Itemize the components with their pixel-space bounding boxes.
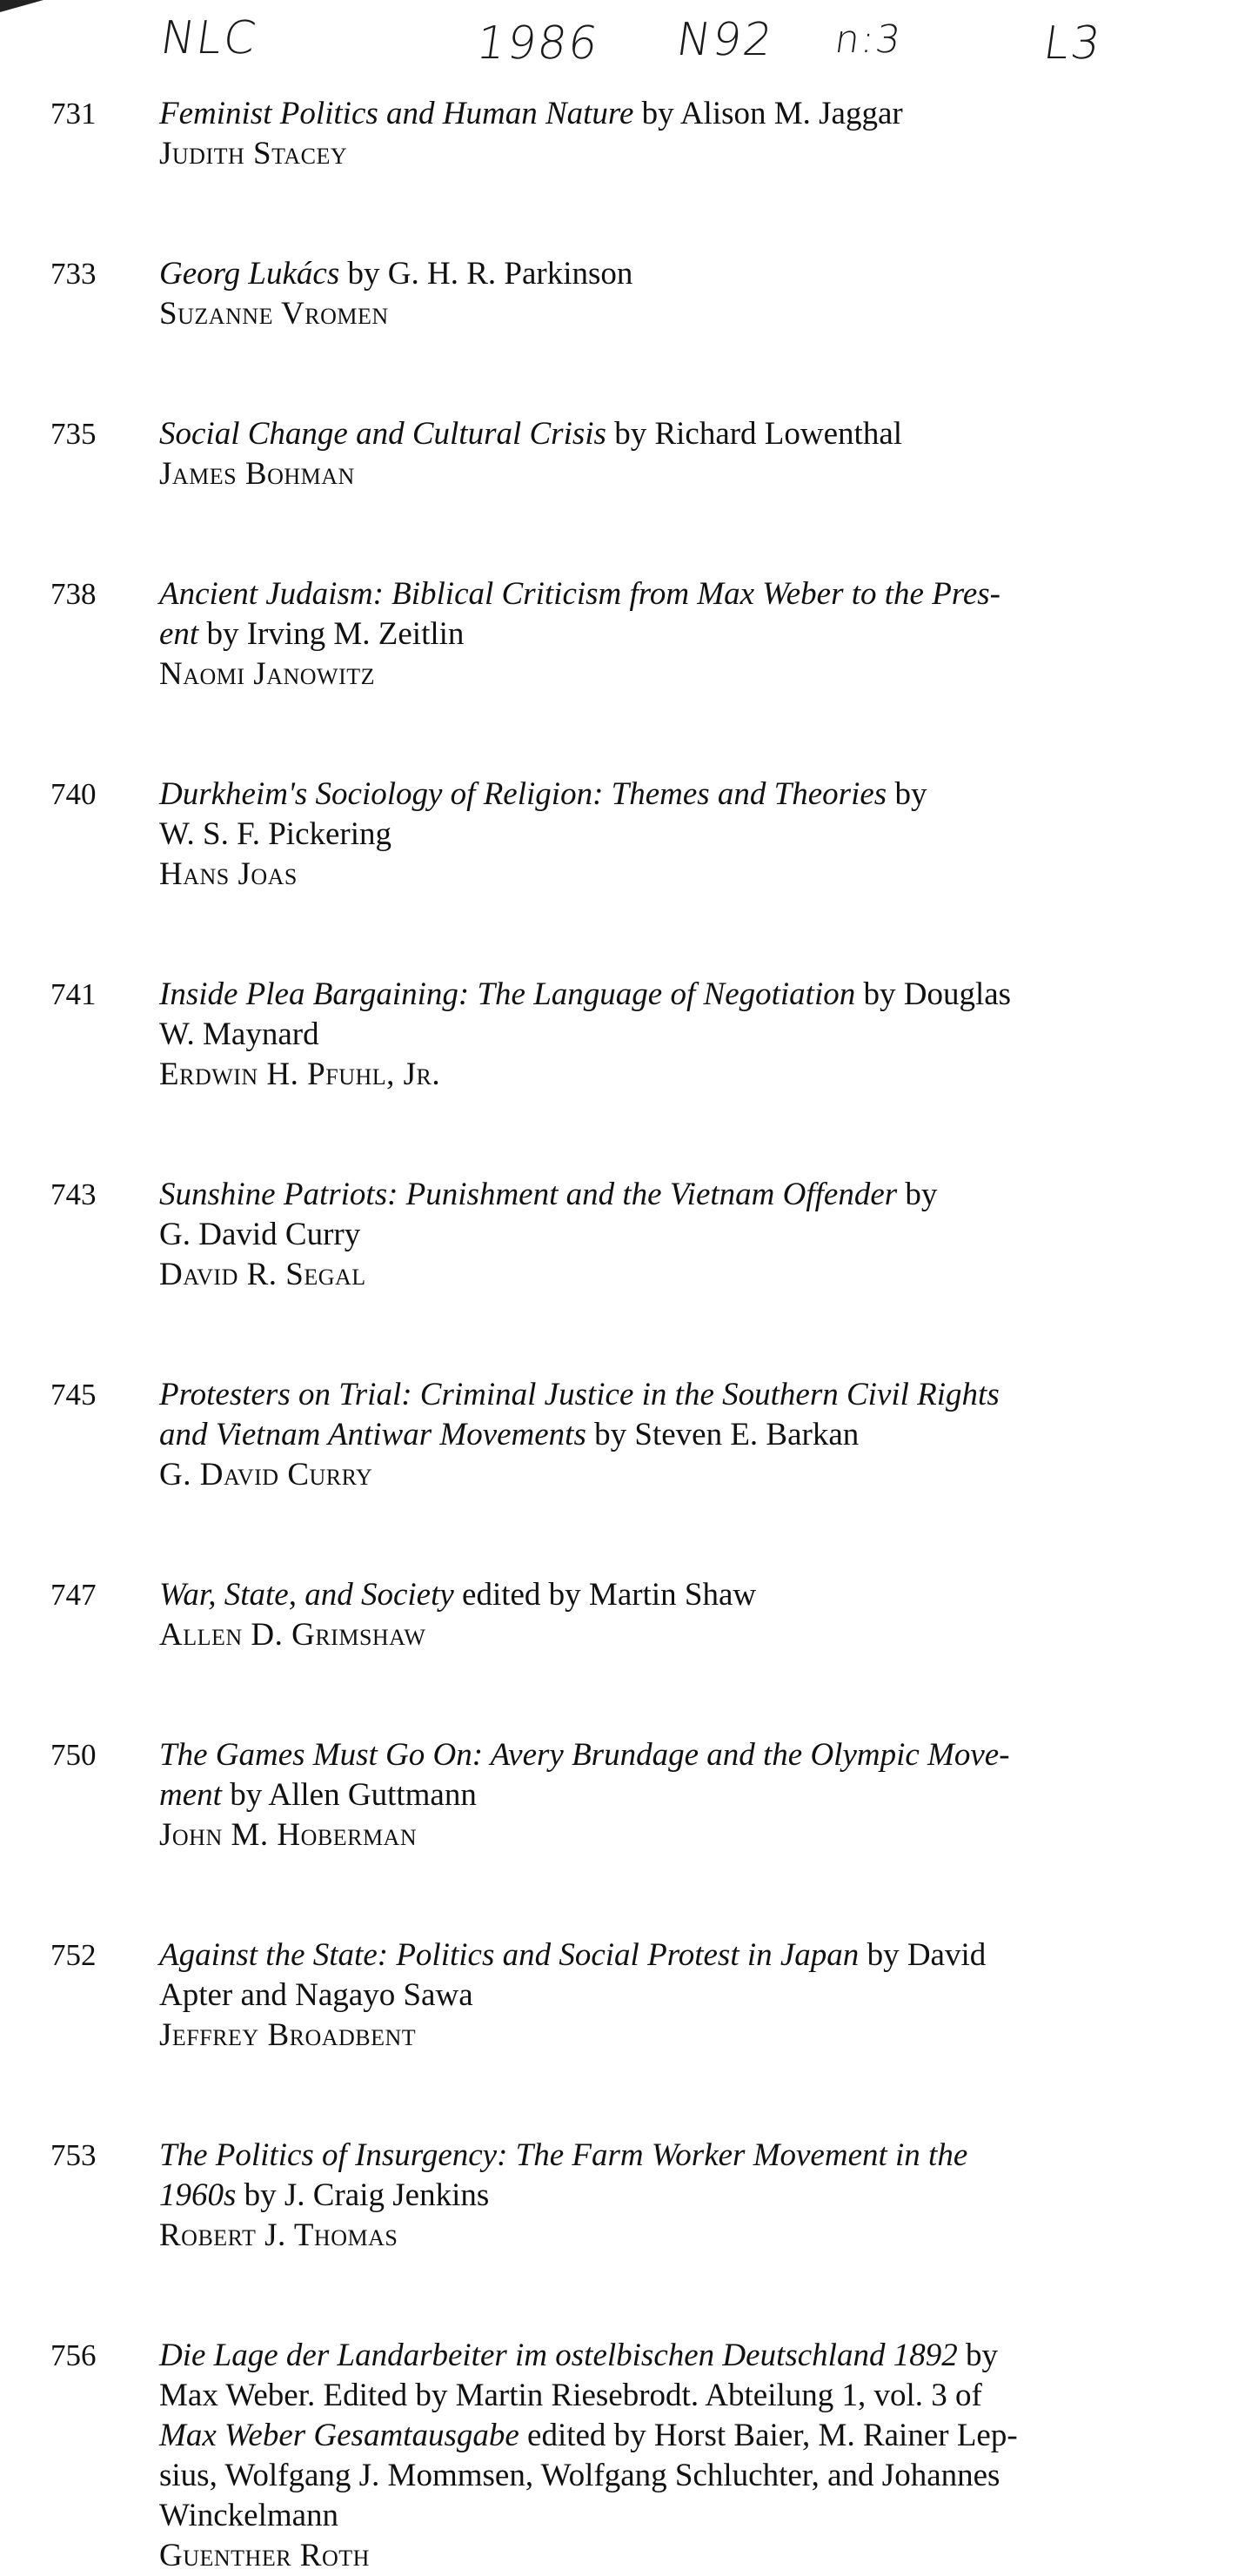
- book-citation-line: [159, 2416, 1208, 2456]
- entry-spacer: [50, 2056, 1208, 2136]
- page-number: 753: [50, 2138, 97, 2172]
- book-citation-line: [159, 1215, 1208, 1255]
- book-title-text: Protesters on Trial: Criminal Justice in the Southern Civil Rights: [159, 1377, 1000, 1412]
- reviewer-name: G. David Curry: [159, 1457, 373, 1493]
- review-entry: [50, 414, 1208, 494]
- citation-text: by Irving M. Zeitlin: [198, 616, 465, 652]
- book-citation-line: [159, 1015, 1208, 1055]
- page-number: 735: [50, 417, 97, 451]
- book-citation-line: [159, 414, 1208, 454]
- review-entry: [50, 94, 1208, 174]
- page-number: 738: [50, 577, 97, 611]
- review-entry: [50, 2136, 1208, 2256]
- handwritten-word: 1986: [472, 17, 603, 70]
- book-citation-line: [159, 1175, 1208, 1215]
- reviewer-name: David R. Segal: [159, 1257, 366, 1292]
- citation-text: by: [957, 2338, 998, 2373]
- citation-text: by: [897, 1177, 938, 1212]
- page-number: 743: [50, 1177, 97, 1211]
- book-citation-line: [159, 1375, 1208, 1415]
- book-citation-line: [159, 2176, 1208, 2216]
- reviewer-name: Hans Joas: [159, 856, 298, 892]
- page-number: 752: [50, 1938, 97, 1972]
- entry-body: [159, 94, 1208, 174]
- review-entry: [50, 1575, 1208, 1655]
- book-citation-line: [159, 2496, 1208, 2536]
- book-citation-line: [159, 1976, 1208, 2016]
- reviewer-name: Guenther Roth: [159, 2538, 370, 2573]
- handwritten-note: [0, 12, 1258, 91]
- review-entry: [50, 1175, 1208, 1295]
- book-title-text: ment: [159, 1777, 222, 1813]
- book-citation-line: [159, 574, 1208, 614]
- entry-body: [159, 1935, 1208, 2056]
- book-title-text: Sunshine Patriots: Punishment and the Vietnam Offender: [159, 1177, 898, 1212]
- entry-body: [159, 2136, 1208, 2256]
- entry-body: [159, 414, 1208, 494]
- book-citation-line: [159, 614, 1208, 654]
- entry-spacer: [50, 1855, 1208, 1935]
- citation-text: sius, Wolfgang J. Mommsen, Wolfgang Schluchter, and Johannes: [159, 2458, 1000, 2493]
- page-number: 747: [50, 1578, 97, 1612]
- book-citation-line: [159, 94, 1208, 134]
- citation-text: by Allen Guttmann: [221, 1777, 477, 1813]
- reviewer-name: Suzanne Vromen: [159, 296, 389, 332]
- entry-spacer: [50, 1495, 1208, 1575]
- book-title-text: Ancient Judaism: Biblical Criticism from Max Weber to the Pres-: [159, 576, 1000, 612]
- page-number: 731: [50, 97, 97, 131]
- entry-spacer: [50, 174, 1208, 254]
- book-citation-line: [159, 1575, 1208, 1615]
- reviewer-name: John M. Hoberman: [159, 1817, 418, 1853]
- book-citation-line: [159, 2336, 1208, 2376]
- book-title-text: Die Lage der Landarbeiter im ostelbischen Deutschland 1892: [159, 2338, 958, 2373]
- book-title-text: The Games Must Go On: Avery Brundage and the Olympic Move-: [159, 1737, 1010, 1773]
- entry-spacer: [50, 1295, 1208, 1375]
- review-entry: [50, 1935, 1208, 2056]
- citation-text: by David: [859, 1937, 987, 1973]
- review-list: [50, 94, 1208, 2576]
- book-citation-line: [159, 1735, 1208, 1775]
- book-title-text: Feminist Politics and Human Nature: [159, 96, 634, 131]
- entry-spacer: [50, 494, 1208, 574]
- entry-spacer: [50, 1095, 1208, 1175]
- book-title-text: and Vietnam Antiwar Movements: [159, 1417, 586, 1452]
- review-entry: [50, 1735, 1208, 1855]
- citation-text: by Douglas: [855, 976, 1012, 1012]
- book-title-text: 1960s: [159, 2177, 237, 2213]
- entry-body: [159, 775, 1208, 895]
- citation-text: by G. H. R. Parkinson: [339, 256, 633, 292]
- page-number: 733: [50, 257, 97, 291]
- page-number: 756: [50, 2338, 97, 2372]
- citation-text: Max Weber. Edited by Martin Riesebrodt. Abteilung 1, vol. 3 of: [159, 2378, 982, 2413]
- entry-body: [159, 1735, 1208, 1855]
- book-title-text: Against the State: Politics and Social Protest in Japan: [159, 1937, 860, 1973]
- review-entry: [50, 775, 1208, 895]
- citation-text: by Alison M. Jaggar: [633, 96, 903, 131]
- citation-text: G. David Curry: [159, 1217, 361, 1252]
- book-title-text: Social Change and Cultural Crisis: [159, 416, 606, 452]
- page-number: 740: [50, 777, 97, 811]
- citation-text: Apter and Nagayo Sawa: [159, 1977, 473, 2013]
- book-citation-line: [159, 2456, 1208, 2496]
- review-entry: [50, 1375, 1208, 1495]
- book-citation-line: [159, 2136, 1208, 2176]
- reviewer-name: Erdwin H. Pfuhl, Jr.: [159, 1057, 441, 1092]
- entry-spacer: [50, 334, 1208, 414]
- handwritten-word: n:3: [832, 17, 906, 62]
- page-number: 750: [50, 1738, 97, 1772]
- book-citation-line: [159, 2376, 1208, 2416]
- review-entry: [50, 574, 1208, 694]
- book-citation-line: [159, 1935, 1208, 1976]
- page-number: 741: [50, 977, 97, 1011]
- entry-body: [159, 1175, 1208, 1295]
- reviewer-name: Judith Stacey: [159, 136, 348, 171]
- book-title-text: War, State, and Society: [159, 1577, 454, 1613]
- entry-spacer: [50, 2256, 1208, 2336]
- book-citation-line: [159, 1775, 1208, 1815]
- entry-body: [159, 1575, 1208, 1655]
- handwritten-word: L3: [1040, 17, 1106, 70]
- corner-scan-mark: [0, 0, 43, 12]
- citation-text: by: [887, 776, 927, 812]
- reviewer-name: Jeffrey Broadbent: [159, 2017, 417, 2053]
- reviewer-name: Naomi Janowitz: [159, 656, 375, 692]
- entry-spacer: [50, 895, 1208, 975]
- reviewer-name: Allen D. Grimshaw: [159, 1617, 426, 1653]
- entry-body: [159, 574, 1208, 694]
- review-entry: [50, 975, 1208, 1095]
- book-title-text: ent: [159, 616, 199, 652]
- citation-text: W. Maynard: [159, 1016, 319, 1052]
- book-citation-line: [159, 775, 1208, 815]
- citation-text: by Richard Lowenthal: [606, 416, 903, 452]
- book-title-text: Durkheim's Sociology of Religion: Themes and Theories: [159, 776, 887, 812]
- book-citation-line: [159, 815, 1208, 855]
- book-citation-line: [159, 254, 1208, 294]
- book-title-text: Inside Plea Bargaining: The Language of Negotiation: [159, 976, 856, 1012]
- book-citation-line: [159, 975, 1208, 1015]
- entry-spacer: [50, 694, 1208, 775]
- review-entry: [50, 2336, 1208, 2576]
- citation-text: W. S. F. Pickering: [159, 816, 392, 852]
- reviewer-name: James Bohman: [159, 456, 355, 492]
- citation-text: by J. Craig Jenkins: [236, 2177, 490, 2213]
- book-title-text: The Politics of Insurgency: The Farm Worker Movement in the: [159, 2137, 968, 2173]
- citation-text: Winckelmann: [159, 2498, 339, 2533]
- book-title-text: Max Weber Gesamtausgabe: [159, 2418, 519, 2453]
- entry-spacer: [50, 1655, 1208, 1735]
- citation-text: edited by Horst Baier, M. Rainer Lep-: [519, 2418, 1018, 2453]
- entry-body: [159, 1375, 1208, 1495]
- entry-body: [159, 975, 1208, 1095]
- reviewer-name: Robert J. Thomas: [159, 2217, 398, 2253]
- handwritten-word: NLC: [157, 12, 261, 64]
- handwritten-word: N92: [672, 14, 778, 66]
- entry-body: [159, 2336, 1208, 2576]
- page-number: 745: [50, 1378, 97, 1412]
- citation-text: edited by Martin Shaw: [453, 1577, 757, 1613]
- entry-body: [159, 254, 1208, 334]
- book-citation-line: [159, 1415, 1208, 1455]
- book-title-text: Georg Lukács: [159, 256, 340, 292]
- review-entry: [50, 254, 1208, 334]
- citation-text: by Steven E. Barkan: [586, 1417, 860, 1452]
